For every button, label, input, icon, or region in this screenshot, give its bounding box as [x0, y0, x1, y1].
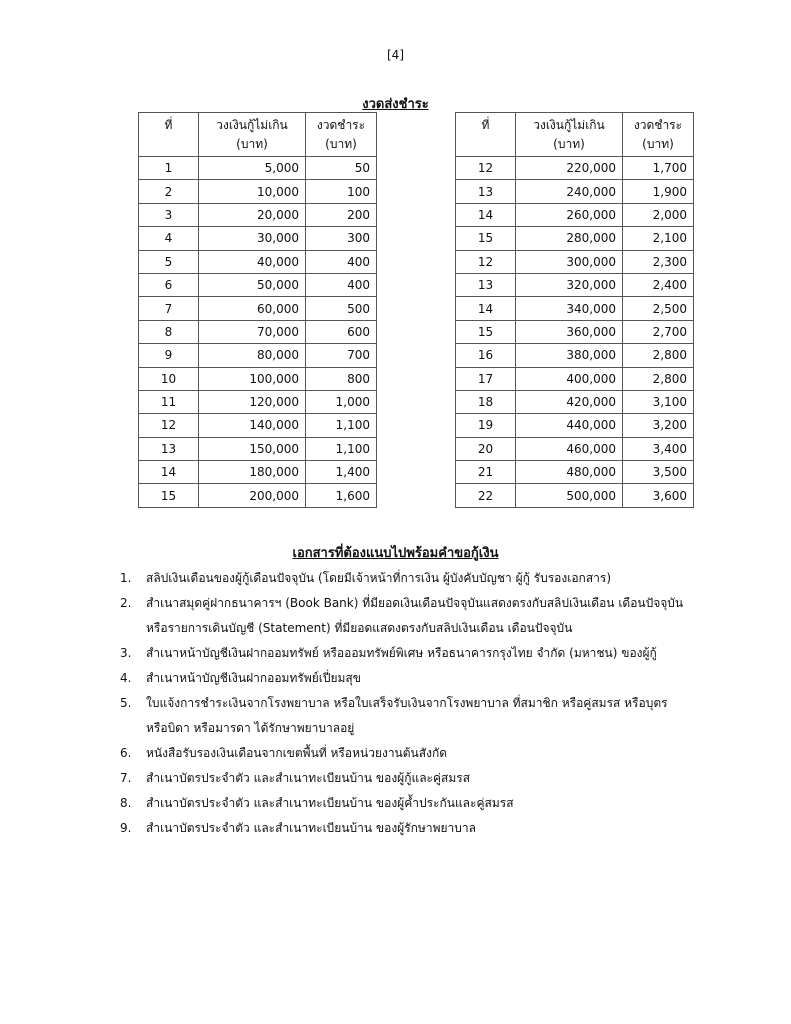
list-item-text	[146, 666, 760, 691]
row-no-cell: 12	[456, 157, 516, 180]
table-row	[139, 273, 377, 296]
row-no-cell: 21	[456, 461, 516, 484]
row-amount-cell: 440,000	[516, 414, 623, 437]
table-row	[456, 344, 694, 367]
table-row	[456, 320, 694, 343]
list-item-number: 6.	[120, 746, 132, 760]
table-row	[456, 250, 694, 273]
row-no-cell: 12	[139, 414, 199, 437]
installments-title: งวดส่งชำระ	[362, 97, 429, 112]
row-no-cell: 14	[456, 297, 516, 320]
row-no-cell: 15	[456, 227, 516, 250]
table-row	[456, 484, 694, 507]
list-item-line: สำเนาหน้าบัญชีเงินฝากออมทรัพย์เปี่ยมสุข	[146, 671, 361, 685]
row-no-cell: 13	[139, 437, 199, 460]
installment-table-left	[138, 112, 377, 508]
table-header-row	[139, 113, 377, 157]
table-row	[139, 367, 377, 390]
list-item-number: 9.	[120, 821, 132, 835]
row-amount-cell: 380,000	[516, 344, 623, 367]
row-no-cell: 18	[456, 390, 516, 413]
row-payment-cell: 1,100	[306, 414, 377, 437]
header-no	[456, 113, 516, 157]
table-row	[456, 414, 694, 437]
row-amount-cell: 180,000	[199, 461, 306, 484]
row-payment-cell: 1,100	[306, 437, 377, 460]
table-row	[456, 437, 694, 460]
row-no-cell: 22	[456, 484, 516, 507]
row-payment-cell: 300	[306, 227, 377, 250]
row-no-cell: 12	[456, 250, 516, 273]
list-item-number: 8.	[120, 796, 132, 810]
list-item-number: 7.	[120, 771, 132, 785]
row-amount-cell: 340,000	[516, 297, 623, 320]
list-item-line: สำเนาบัตรประจำตัว และสำเนาทะเบียนบ้าน ของผู้รักษาพยาบาล	[146, 821, 476, 835]
row-payment-cell: 2,000	[623, 203, 694, 226]
row-amount-cell: 70,000	[199, 320, 306, 343]
row-no-cell: 5	[139, 250, 199, 273]
row-payment-cell: 3,200	[623, 414, 694, 437]
row-no-cell: 15	[139, 484, 199, 507]
row-no-cell: 20	[456, 437, 516, 460]
row-amount-cell: 50,000	[199, 273, 306, 296]
row-payment-cell: 1,400	[306, 461, 377, 484]
row-amount-cell: 120,000	[199, 390, 306, 413]
row-amount-cell: 150,000	[199, 437, 306, 460]
row-no-cell: 17	[456, 367, 516, 390]
row-payment-cell: 600	[306, 320, 377, 343]
list-item-number: 2.	[120, 596, 132, 610]
list-item-line: ใบแจ้งการชำระเงินจากโรงพยาบาล หรือใบเสร็จรับเงินจากโรงพยาบาล ที่สมาชิก หรือคู่สมรส หรือบุตร	[146, 696, 668, 710]
table-row	[456, 203, 694, 226]
list-item	[120, 766, 760, 791]
list-item-text	[146, 741, 760, 766]
table-row	[456, 273, 694, 296]
row-payment-cell: 3,600	[623, 484, 694, 507]
list-item-number: 3.	[120, 646, 132, 660]
list-item-number: 4.	[120, 671, 132, 685]
required-documents-list	[120, 566, 760, 841]
header-amount-line2: (บาท)	[236, 137, 268, 151]
row-payment-cell: 400	[306, 273, 377, 296]
installment-table-left-body	[139, 157, 377, 508]
row-payment-cell: 50	[306, 157, 377, 180]
header-no-label: ที่	[481, 118, 490, 132]
row-amount-cell: 140,000	[199, 414, 306, 437]
row-no-cell: 1	[139, 157, 199, 180]
row-amount-cell: 30,000	[199, 227, 306, 250]
row-payment-cell: 1,600	[306, 484, 377, 507]
header-amount	[199, 113, 306, 157]
documents-title: เอกสารที่ต้องแนบไปพร้อมคำขอกู้เงิน	[292, 546, 499, 561]
row-no-cell: 4	[139, 227, 199, 250]
row-no-cell: 10	[139, 367, 199, 390]
row-payment-cell: 3,500	[623, 461, 694, 484]
header-no-label: ที่	[164, 118, 173, 132]
table-row	[139, 414, 377, 437]
header-payment-line1: งวดชำระ	[633, 118, 683, 132]
row-amount-cell: 20,000	[199, 203, 306, 226]
row-amount-cell: 100,000	[199, 367, 306, 390]
list-item-line: สำเนาสมุดคู่ฝากธนาคารฯ (Book Bank) ที่มียอดเงินเดือนปัจจุบันแสดงตรงกับสลิปเงินเดือน เดือนปัจจุบัน	[146, 596, 684, 610]
list-item-line: สลิปเงินเดือนของผู้กู้เดือนปัจจุบัน (โดยมีเจ้าหน้าที่การเงิน ผู้บังคับบัญชา ผู้กู้ รับรองเอกสาร)	[146, 571, 612, 585]
row-no-cell: 2	[139, 180, 199, 203]
table-row	[139, 344, 377, 367]
list-item-text	[146, 591, 760, 641]
row-no-cell: 9	[139, 344, 199, 367]
row-no-cell: 16	[456, 344, 516, 367]
table-row	[139, 203, 377, 226]
row-amount-cell: 400,000	[516, 367, 623, 390]
table-row	[139, 484, 377, 507]
row-no-cell: 6	[139, 273, 199, 296]
list-item-line: สำเนาหน้าบัญชีเงินฝากออมทรัพย์ หรือออมทรัพย์พิเศษ หรือธนาคารกรุงไทย จำกัด (มหาชน) ของผู้กู้	[146, 646, 657, 660]
row-no-cell: 13	[456, 273, 516, 296]
list-item-text	[146, 641, 760, 666]
row-payment-cell: 2,100	[623, 227, 694, 250]
list-item-number: 5.	[120, 696, 132, 710]
list-item-text	[146, 791, 760, 816]
row-payment-cell: 500	[306, 297, 377, 320]
header-amount	[516, 113, 623, 157]
row-amount-cell: 480,000	[516, 461, 623, 484]
list-item	[120, 641, 760, 666]
row-no-cell: 19	[456, 414, 516, 437]
header-no	[139, 113, 199, 157]
list-item-text	[146, 691, 760, 741]
row-payment-cell: 2,800	[623, 344, 694, 367]
list-item	[120, 566, 760, 591]
list-item	[120, 591, 760, 641]
row-payment-cell: 2,800	[623, 367, 694, 390]
table-row	[139, 180, 377, 203]
header-amount-line1: วงเงินกู้ไม่เกิน	[533, 118, 605, 132]
row-payment-cell: 2,500	[623, 297, 694, 320]
installment-table-right-body	[456, 157, 694, 508]
table-row	[139, 437, 377, 460]
row-amount-cell: 280,000	[516, 227, 623, 250]
table-row	[139, 390, 377, 413]
list-item	[120, 791, 760, 816]
table-row	[139, 320, 377, 343]
header-payment-line2: (บาท)	[642, 137, 674, 151]
row-amount-cell: 240,000	[516, 180, 623, 203]
row-payment-cell: 1,900	[623, 180, 694, 203]
table-row	[139, 297, 377, 320]
table-row	[456, 227, 694, 250]
installment-table-right	[455, 112, 694, 508]
table-row	[456, 367, 694, 390]
table-row	[456, 390, 694, 413]
list-item-line: หนังสือรับรองเงินเดือนจากเขตพื้นที่ หรือหน่วยงานต้นสังกัด	[146, 746, 448, 760]
list-item	[120, 816, 760, 841]
row-amount-cell: 200,000	[199, 484, 306, 507]
table-row	[139, 227, 377, 250]
header-payment-line1: งวดชำระ	[316, 118, 366, 132]
row-payment-cell: 3,100	[623, 390, 694, 413]
table-row	[456, 180, 694, 203]
row-no-cell: 15	[456, 320, 516, 343]
row-payment-cell: 3,400	[623, 437, 694, 460]
list-item	[120, 666, 760, 691]
row-amount-cell: 80,000	[199, 344, 306, 367]
row-payment-cell: 200	[306, 203, 377, 226]
list-item-text	[146, 816, 760, 841]
list-item-line: สำเนาบัตรประจำตัว และสำเนาทะเบียนบ้าน ของผู้กู้และคู่สมรส	[146, 771, 471, 785]
table-row	[139, 157, 377, 180]
row-amount-cell: 60,000	[199, 297, 306, 320]
row-payment-cell: 1,700	[623, 157, 694, 180]
row-amount-cell: 360,000	[516, 320, 623, 343]
row-amount-cell: 320,000	[516, 273, 623, 296]
table-row	[139, 461, 377, 484]
list-item-line: หรือบิดา หรือมารดา ได้รักษาพยาบาลอยู่	[146, 721, 355, 735]
list-item-line: หรือรายการเดินบัญชี (Statement) ที่มียอดแสดงตรงกับสลิปเงินเดือน เดือนปัจจุบัน	[146, 621, 573, 635]
row-payment-cell: 2,700	[623, 320, 694, 343]
header-payment-line2: (บาท)	[325, 137, 357, 151]
list-item-number: 1.	[120, 571, 132, 585]
row-no-cell: 14	[456, 203, 516, 226]
row-amount-cell: 220,000	[516, 157, 623, 180]
page-number: [4]	[387, 48, 404, 62]
row-no-cell: 3	[139, 203, 199, 226]
row-amount-cell: 260,000	[516, 203, 623, 226]
list-item-line: สำเนาบัตรประจำตัว และสำเนาทะเบียนบ้าน ของผู้ค้ำประกันและคู่สมรส	[146, 796, 514, 810]
list-item	[120, 741, 760, 766]
table-header-row	[456, 113, 694, 157]
table-row	[456, 297, 694, 320]
row-amount-cell: 420,000	[516, 390, 623, 413]
row-amount-cell: 500,000	[516, 484, 623, 507]
row-payment-cell: 1,000	[306, 390, 377, 413]
row-payment-cell: 100	[306, 180, 377, 203]
list-item-text	[146, 566, 760, 591]
header-amount-line1: วงเงินกู้ไม่เกิน	[216, 118, 288, 132]
row-amount-cell: 10,000	[199, 180, 306, 203]
row-amount-cell: 300,000	[516, 250, 623, 273]
row-amount-cell: 5,000	[199, 157, 306, 180]
row-payment-cell: 2,300	[623, 250, 694, 273]
table-row	[456, 461, 694, 484]
row-payment-cell: 800	[306, 367, 377, 390]
row-no-cell: 11	[139, 390, 199, 413]
row-no-cell: 14	[139, 461, 199, 484]
header-amount-line2: (บาท)	[553, 137, 585, 151]
row-payment-cell: 700	[306, 344, 377, 367]
table-row	[456, 157, 694, 180]
table-row	[139, 250, 377, 273]
row-amount-cell: 460,000	[516, 437, 623, 460]
header-payment	[623, 113, 694, 157]
header-payment	[306, 113, 377, 157]
row-no-cell: 13	[456, 180, 516, 203]
row-amount-cell: 40,000	[199, 250, 306, 273]
row-no-cell: 7	[139, 297, 199, 320]
list-item-text	[146, 766, 760, 791]
row-payment-cell: 2,400	[623, 273, 694, 296]
list-item	[120, 691, 760, 741]
row-no-cell: 8	[139, 320, 199, 343]
row-payment-cell: 400	[306, 250, 377, 273]
